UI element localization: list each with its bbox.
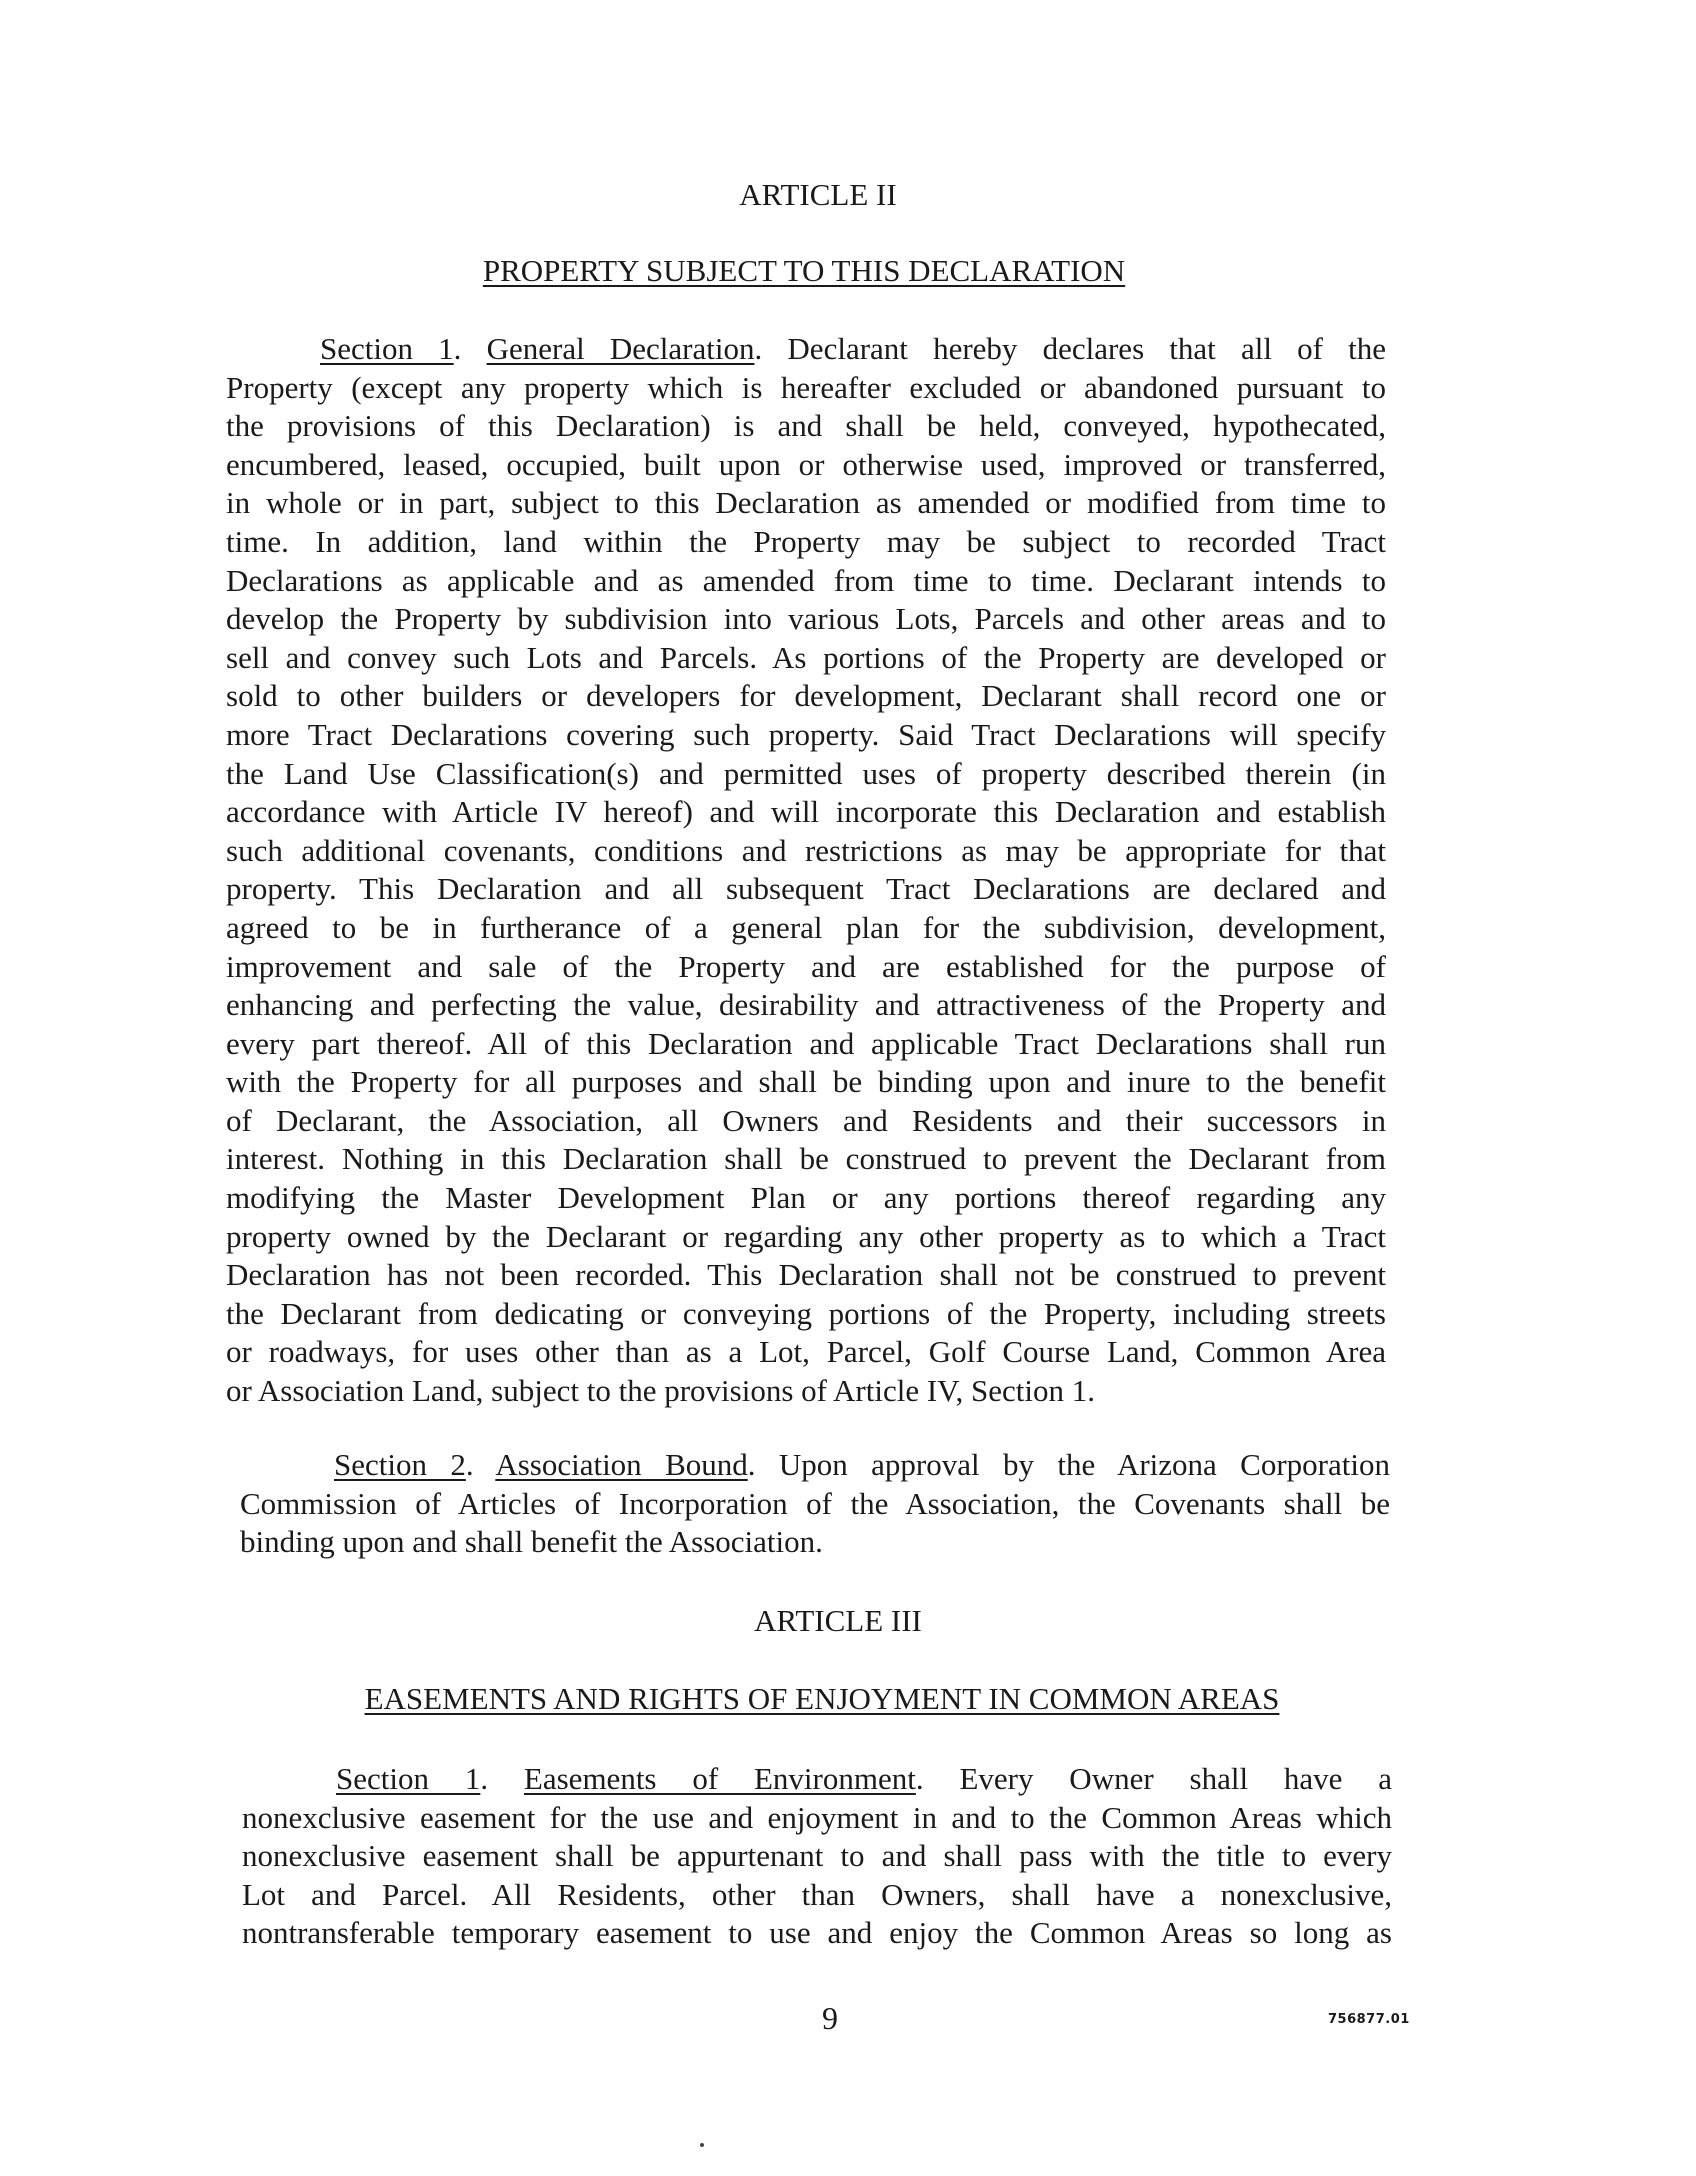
section-first-line: Section 2. Association Bound. Upon approval by the Arizona Corporation	[334, 1447, 1390, 1482]
paragraph-line: encumbered, leased, occupied, built upon or otherwise used, improved or transferred,	[226, 446, 1386, 482]
article-2-section-1	[226, 330, 1386, 1411]
paragraph-line: sell and convey such Lots and Parcels. As portions of the Property are developed or	[226, 639, 1386, 675]
section-first-line: Section 1. General Declaration. Declarant hereby declares that all of the	[320, 331, 1386, 366]
paragraph-line: agreed to be in furtherance of a general plan for the subdivision, development,	[226, 909, 1386, 945]
paragraph-line: time. In addition, land within the Property may be subject to recorded Tract	[226, 523, 1386, 559]
article-2-section-2	[240, 1446, 1390, 1562]
paragraph-line: nonexclusive easement for the use and enjoyment in and to the Common Areas which	[242, 1799, 1392, 1835]
paragraph-line: Declaration has not been recorded. This Declaration shall not be construed to prevent	[226, 1257, 1386, 1293]
document-id: 756877.01	[1328, 2012, 1410, 2027]
section-text: Upon approval by the Arizona Corporation	[778, 1447, 1390, 1482]
paragraph-line: Declarations as applicable and as amended from time to time. Declarant intends to	[226, 562, 1386, 598]
paragraph-line: property. This Declaration and all subsequent Tract Declarations are declared and	[226, 871, 1386, 907]
section-text: Every Owner shall have a	[959, 1761, 1392, 1796]
paragraph-line: sold to other builders or developers for development, Declarant shall record one or	[226, 678, 1386, 714]
paragraph-line: Lot and Parcel. All Residents, other than Owners, shall have a nonexclusive,	[242, 1876, 1392, 1912]
paragraph-line: every part thereof. All of this Declaration and applicable Tract Declarations shall run	[226, 1025, 1386, 1061]
article-3-title: ARTICLE III	[754, 1603, 922, 1638]
paragraph-line: develop the Property by subdivision into various Lots, Parcels and other areas and to	[226, 601, 1386, 637]
paragraph-line: interest. Nothing in this Declaration shall be construed to prevent the Declarant from	[226, 1141, 1386, 1177]
article-3-subtitle	[0, 1680, 1670, 1718]
section-label: Section 1	[336, 1761, 481, 1796]
paragraph-line: Property (except any property which is hereafter excluded or abandoned pursuant to	[226, 369, 1386, 405]
section-text: Declarant hereby declares that all of the	[787, 331, 1386, 366]
section-first-line: Section 1. Easements of Environment. Every Owner shall have a	[336, 1761, 1392, 1796]
paragraph-line: such additional covenants, conditions and restrictions as may be appropriate for that	[226, 832, 1386, 868]
article-2-subtitle-text: PROPERTY SUBJECT TO THIS DECLARATION	[482, 253, 1126, 288]
section-label: Section 2	[334, 1447, 466, 1482]
section-heading: Association Bound	[495, 1447, 748, 1482]
paragraph-line: in whole or in part, subject to this Declaration as amended or modified from time to	[226, 485, 1386, 521]
paragraph-line: property owned by the Declarant or regarding any other property as to which a Tract	[226, 1218, 1386, 1254]
paragraph-line: nonexclusive easement shall be appurtenant to and shall pass with the title to every	[242, 1838, 1392, 1874]
section-heading: Easements of Environment	[523, 1761, 916, 1796]
article-3-subtitle-text: EASEMENTS AND RIGHTS OF ENJOYMENT IN COMMON AREAS	[364, 1681, 1280, 1716]
paragraph-line: the Land Use Classification(s) and permitted uses of property described therein (in	[226, 755, 1386, 791]
article-2-title: ARTICLE II	[739, 177, 897, 212]
paragraph-line: nontransferable temporary easement to use and enjoy the Common Areas so long as	[242, 1915, 1392, 1951]
article-2-subtitle	[0, 252, 1652, 290]
paragraph-line: accordance with Article IV hereof) and will incorporate this Declaration and establish	[226, 794, 1386, 830]
article-3-section-1	[242, 1760, 1392, 1953]
paragraph-line: the Declarant from dedicating or conveying portions of the Property, including streets	[226, 1295, 1386, 1331]
paragraph-line: enhancing and perfecting the value, desirability and attractiveness of the Property and	[226, 987, 1386, 1023]
paragraph-line: binding upon and shall benefit the Association.	[240, 1524, 823, 1560]
paragraph-line: improvement and sale of the Property and are established for the purpose of	[226, 948, 1386, 984]
paragraph-line: the provisions of this Declaration) is and shall be held, conveyed, hypothecated,	[226, 408, 1386, 444]
paragraph-line: more Tract Declarations covering such property. Said Tract Declarations will specify	[226, 716, 1386, 752]
scan-speck	[700, 2143, 704, 2147]
page-number: 9	[822, 2000, 838, 2036]
paragraph-line: or Association Land, subject to the provisions of Article IV, Section 1.	[226, 1373, 1096, 1409]
paragraph-line: of Declarant, the Association, all Owners and Residents and their successors in	[226, 1102, 1386, 1138]
section-heading: General Declaration	[486, 331, 755, 366]
paragraph-line: Commission of Articles of Incorporation of the Association, the Covenants shall be	[240, 1485, 1390, 1521]
paragraph-line: modifying the Master Development Plan or any portions thereof regarding any	[226, 1180, 1386, 1216]
paragraph-line: or roadways, for uses other than as a Lot, Parcel, Golf Course Land, Common Area	[226, 1334, 1386, 1370]
paragraph-line: with the Property for all purposes and shall be binding upon and inure to the benefit	[226, 1064, 1386, 1100]
section-label: Section 1	[320, 331, 454, 366]
